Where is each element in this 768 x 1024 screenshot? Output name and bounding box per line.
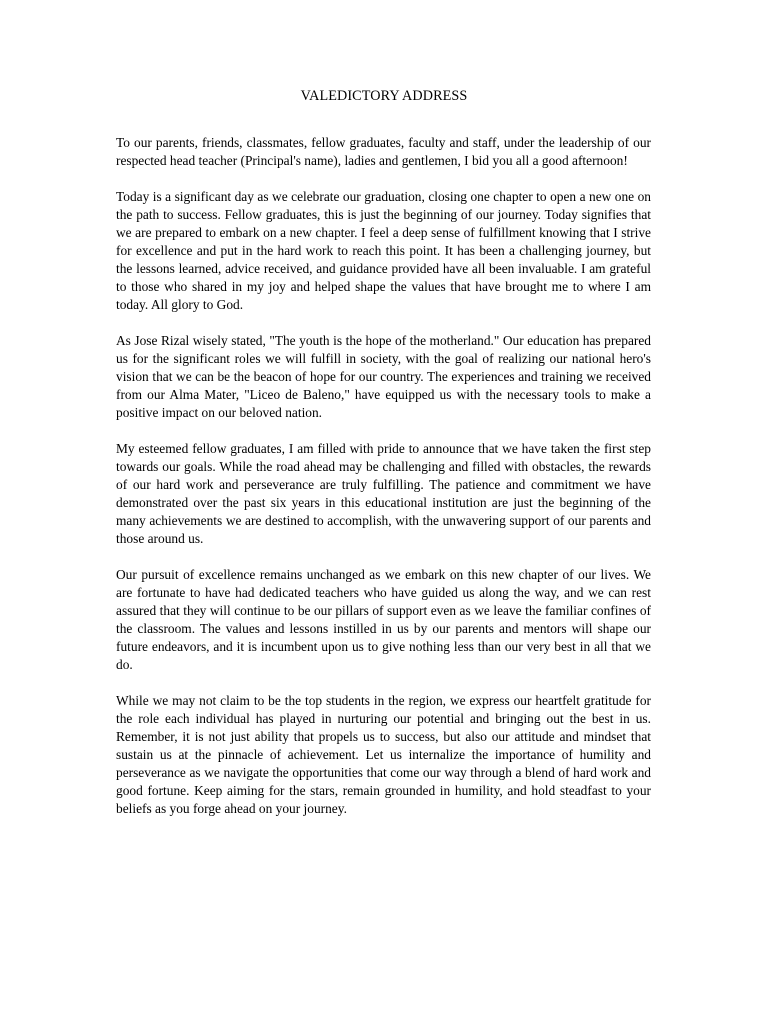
paragraph-jose-rizal: As Jose Rizal wisely stated, "The youth is the hope of the motherland." Our education has prepared us for the significant roles we will fulfill in society, with the goal of realizing our national hero's vision that we can be the beacon of hope for our country. The experiences and training we received from our Alma Mater, "Liceo de Baleno," have equipped us with the necessary tools to make a positive impact on our beloved nation.: [116, 333, 651, 420]
paragraph-graduation-day: Today is a significant day as we celebrate our graduation, closing one chapter to open a new one on the path to success. Fellow graduates, this is just the beginning of our journey. Today signifies that we are prepared to embark on a new chapter. I feel a deep sense of fulfillment knowing that I strive for excellence and put in the hard work to reach this point. It has been a challenging journey, but the lessons learned, advice received, and guidance provided have all been invaluable. I am grateful to those who shared in my joy and helped shape the values that have brought me to where I am today. All glory to God.: [116, 189, 651, 312]
paragraph-first-step: My esteemed fellow graduates, I am filled with pride to announce that we have taken the first step towards our goals. While the road ahead may be challenging and filled with obstacles, the rewards of our hard work and perseverance are truly fulfilling. The patience and commitment we have demonstrated over the past six years in this educational institution are just the beginning of the many achievements we are destined to accomplish, with the unwavering support of our parents and those around us.: [116, 441, 651, 546]
paragraph-greeting: To our parents, friends, classmates, fellow graduates, faculty and staff, under the leadership of our respected head teacher (Principal's name), ladies and gentlemen, I bid you all a good afternoon!: [116, 135, 651, 168]
document-title: VALEDICTORY ADDRESS: [300, 88, 468, 104]
paragraph-pursuit-of-excellence: Our pursuit of excellence remains unchanged as we embark on this new chapter of our lives. We are fortunate to have had dedicated teachers who have guided us along the way, and we can rest assured that they will continue to be our pillars of support even as we leave the familiar confines of the classroom. The values and lessons instilled in us by our parents and mentors will shape our future endeavors, and it is incumbent upon us to give nothing less than our very best in all that we do.: [116, 567, 651, 672]
paragraph-gratitude: While we may not claim to be the top students in the region, we express our heartfelt gratitude for the role each individual has played in nurturing our potential and bringing out the best in us. Remember, it is not just ability that propels us to success, but also our attitude and mindset that sustain us at the pinnacle of achievement. Let us internalize the importance of humility and perseverance as we navigate the opportunities that come our way through a blend of hard work and good fortune. Keep aiming for the stars, remain grounded in humility, and hold steadfast to your beliefs as you forge ahead on your journey.: [116, 693, 651, 816]
document-body: [116, 134, 651, 836]
